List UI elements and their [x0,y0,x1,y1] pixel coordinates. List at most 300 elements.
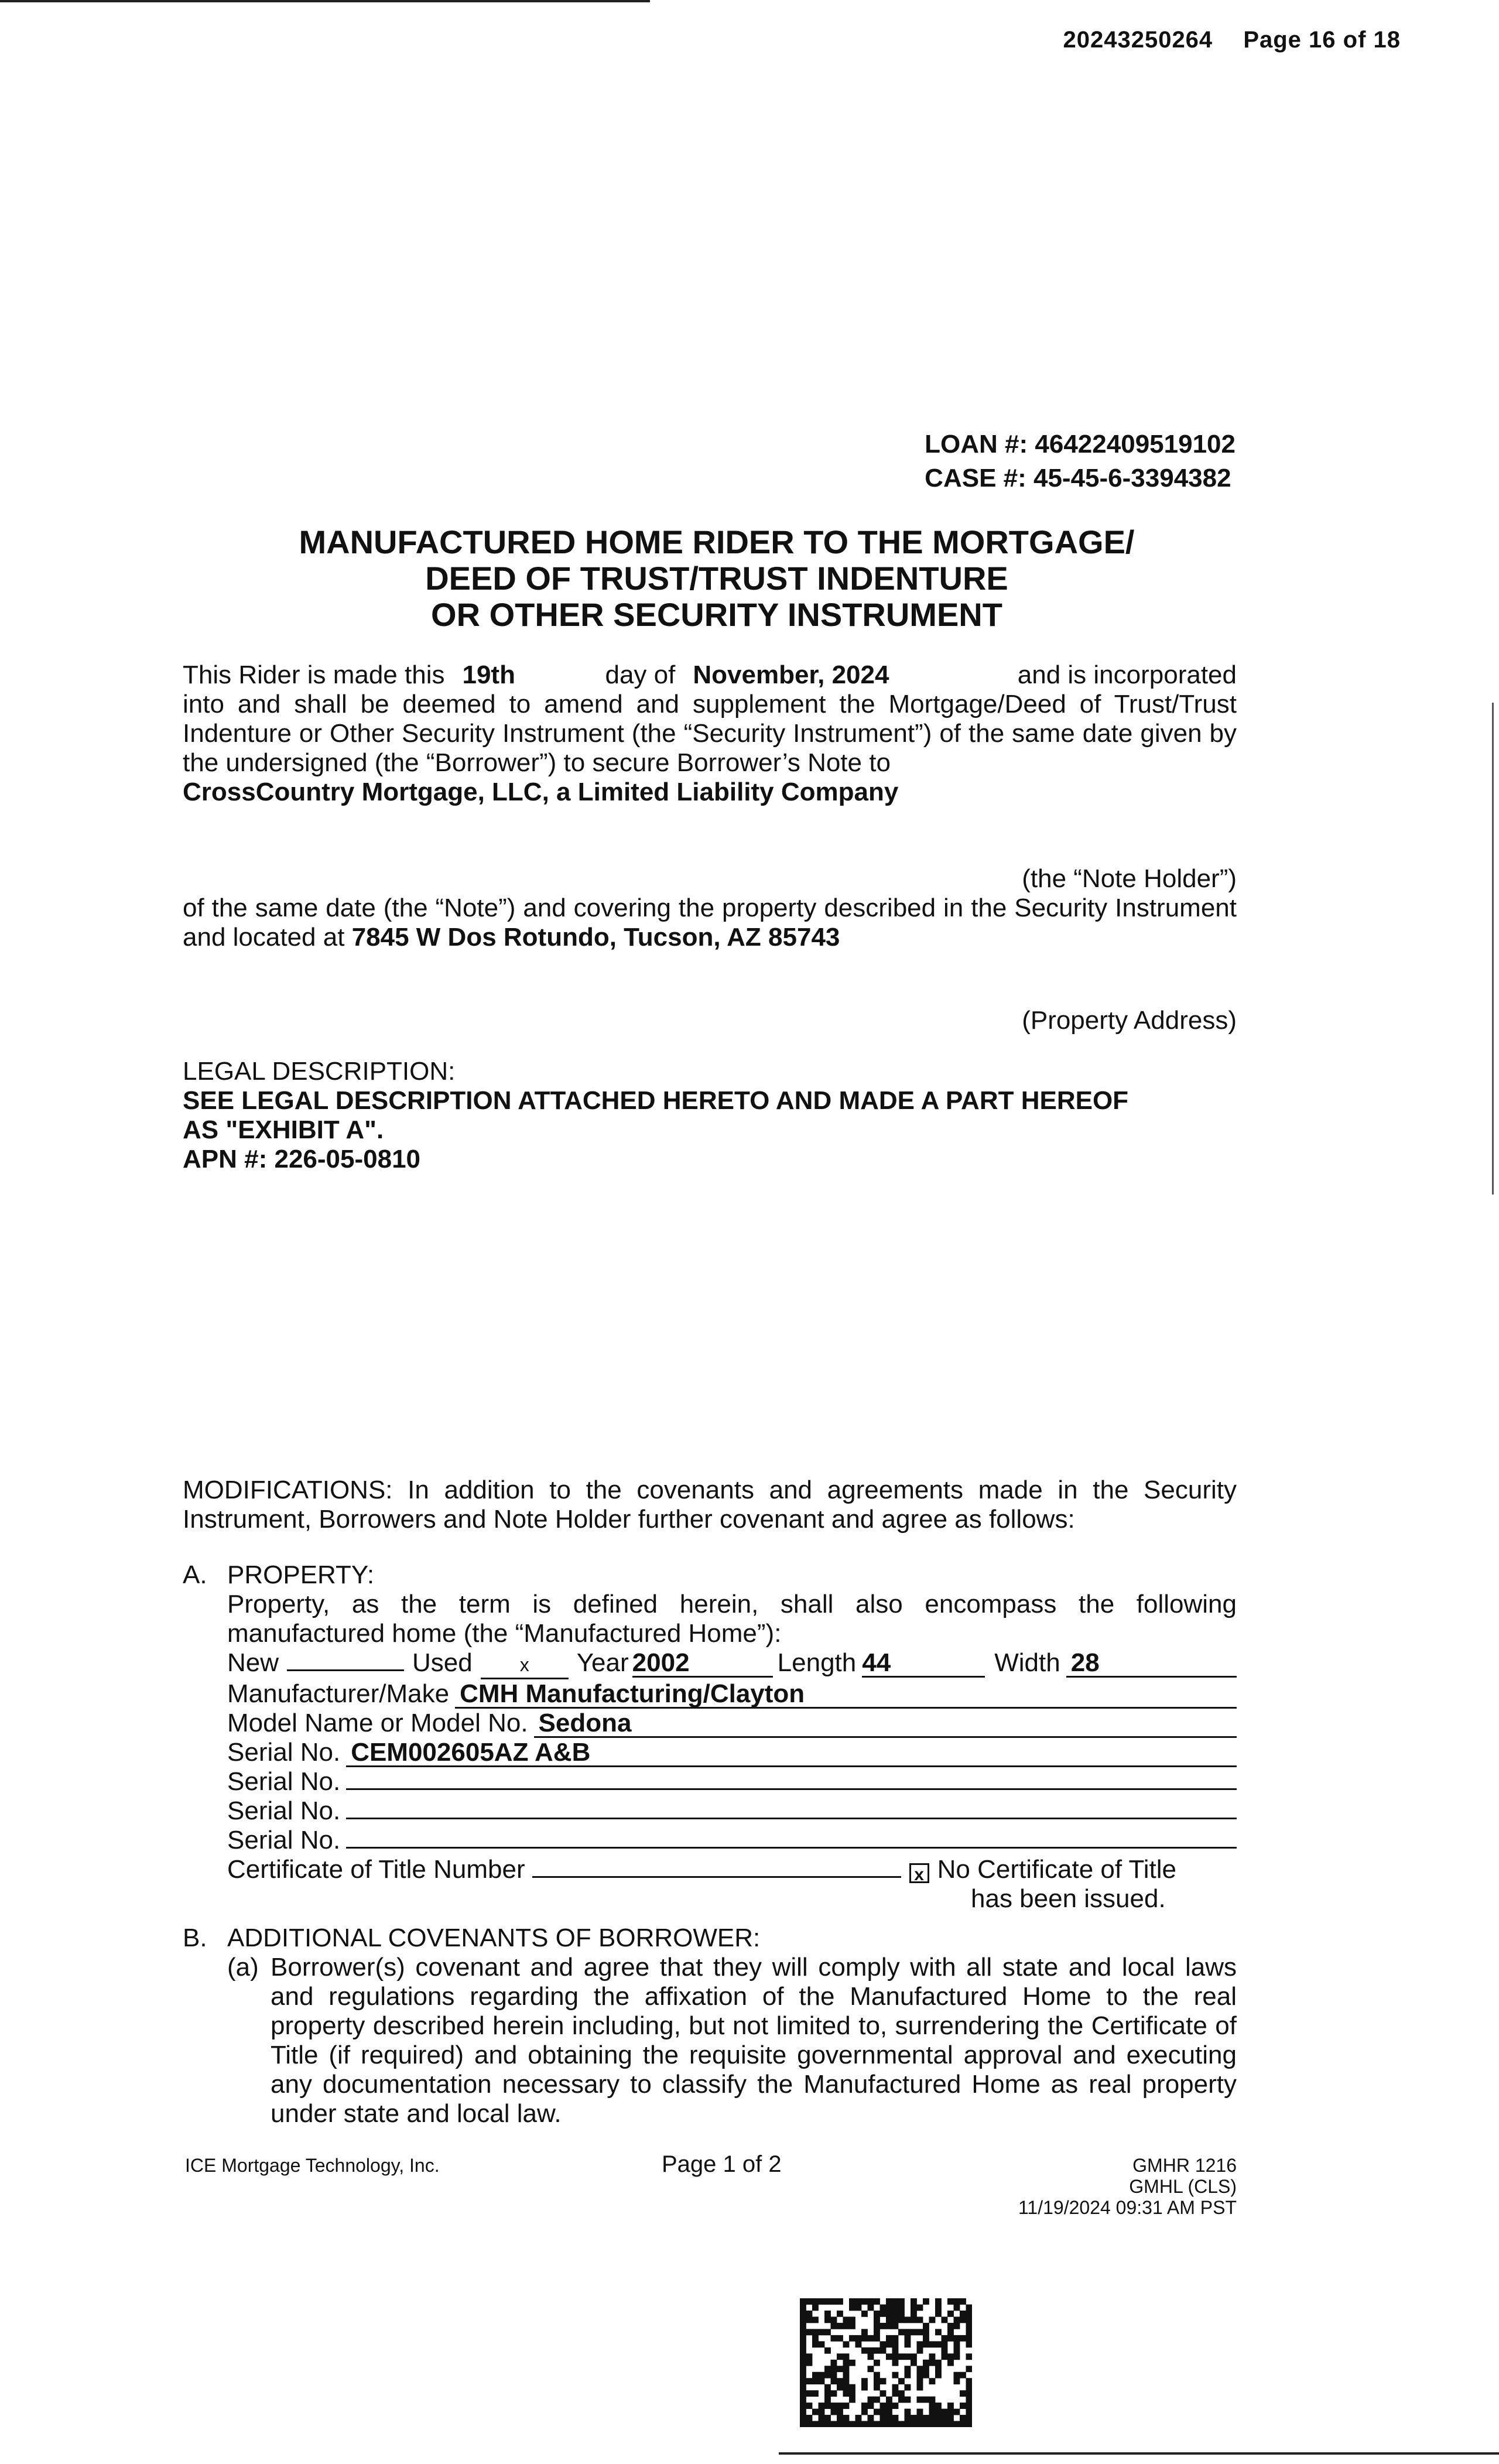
barcode-cell [935,2403,942,2409]
barcode-cell [917,2304,923,2311]
legal-heading: LEGAL DESCRIPTION: [183,1057,456,1086]
barcode-cell [898,2378,905,2384]
barcode-cell [966,2421,973,2427]
barcode-cell [837,2384,843,2391]
barcode-cell [917,2378,923,2384]
barcode-cell [843,2323,850,2329]
barcode-cell [837,2335,843,2342]
barcode-cell [898,2316,905,2323]
barcode-cell [942,2347,948,2354]
barcode-cell [935,2409,942,2415]
barcode-cell [831,2403,837,2409]
barcode-cell [929,2316,936,2323]
barcode-cell [905,2415,911,2421]
model-field: Sedona [534,1710,1237,1738]
year-label: Year [576,1648,629,1677]
legal-line-2: AS "EXHIBIT A". [183,1115,384,1144]
barcode-cell [905,2335,911,2342]
barcode-cell [898,2353,905,2360]
barcode-cell [947,2329,954,2335]
barcode-cell [868,2403,874,2409]
barcode-cell [837,2415,843,2421]
barcode-cell [824,2298,831,2305]
footer-form-info [1018,2155,1237,2218]
barcode-cell [806,2360,813,2366]
serial-label-3: Serial No. [227,1796,341,1825]
barcode-cell [966,2384,973,2391]
model-label: Model Name or Model No. [227,1709,528,1737]
barcode-cell [905,2353,911,2360]
barcode-cell [824,2403,831,2409]
barcode-cell [831,2360,837,2366]
barcode-cell [935,2372,942,2379]
certificate-field [532,1876,901,1878]
no-certificate-line-1: No Certificate of Title [937,1855,1176,1884]
barcode-cell [880,2378,887,2384]
barcode-cell [966,2378,973,2384]
barcode-cell [806,2415,813,2421]
barcode-cell [942,2353,948,2360]
barcode-cell [868,2415,874,2421]
barcode-cell [960,2316,966,2323]
barcode-cell [960,2372,966,2379]
barcode-cell [800,2421,806,2427]
barcode-cell [911,2415,917,2421]
page-number: Page 16 of 18 [1243,27,1401,53]
barcode-cell [954,2409,960,2415]
barcode-cell [905,2316,911,2323]
new-label: New [227,1648,279,1677]
barcode-cell [806,2421,813,2427]
barcode-cell [960,2403,966,2409]
modifications-paragraph: MODIFICATIONS: In addition to the covenants and agreements made in the Security Instrument, Borrowers and Note Holder further covenant and agree as follows: [183,1476,1237,1534]
intro-day-value: 19th [462,661,515,689]
barcode-cell [886,2409,892,2415]
serial-label-2: Serial No. [227,1767,341,1796]
barcode-cell [831,2366,837,2372]
barcode-cell [874,2421,880,2427]
barcode-cell [942,2409,948,2415]
barcode-cell [954,2378,960,2384]
barcode-cell [966,2403,973,2409]
barcode-cell [935,2304,942,2311]
barcode-cell [886,2323,892,2329]
barcode-cell [861,2335,868,2342]
barcode-cell [947,2335,954,2342]
barcode-cell [819,2298,825,2305]
barcode-cell [942,2415,948,2421]
barcode-cell [917,2372,923,2379]
barcode-cell [855,2298,862,2305]
barcode-cell [929,2353,936,2360]
barcode-cell [929,2360,936,2366]
barcode-cell [855,2335,862,2342]
barcode-cell [831,2335,837,2342]
barcode-cell [837,2421,843,2427]
barcode-cell [892,2421,899,2427]
barcode-cell [861,2347,868,2354]
section-a-heading: PROPERTY: [227,1560,375,1589]
barcode-cell [843,2415,850,2421]
property-address-label: (Property Address) [1022,1006,1237,1035]
barcode-cell [960,2335,966,2342]
loan-number: LOAN #: 46422409519102 [925,430,1236,458]
serial-row-1 [227,1738,1237,1767]
serial-label-4: Serial No. [227,1826,341,1854]
barcode-cell [947,2298,954,2305]
barcode-cell [954,2347,960,2354]
intro-body: into and shall be deemed to amend and supplement the Mortgage/Deed of Trust/Trust Indenture or Other Security Instrument (the “Security Instrument”) of the same date given by the undersigned (the “Borrower”) to secure Borrower’s Note to [183,690,1237,777]
barcode-cell [800,2390,806,2397]
width-field: 28 [1066,1650,1237,1678]
barcode-cell [905,2329,911,2335]
section-b-heading-row [183,1924,1237,1953]
barcode-cell [947,2421,954,2427]
barcode-cell [917,2366,923,2372]
barcode-cell [960,2311,966,2317]
barcode-cell [800,2329,806,2335]
barcode-cell [800,2347,806,2354]
barcode-cell [868,2335,874,2342]
barcode-cell [812,2316,819,2323]
barcode-cell [812,2329,819,2335]
barcode-cell [868,2366,874,2372]
barcode-cell [880,2323,887,2329]
serial-field-4 [346,1847,1237,1849]
barcode-cell [966,2415,973,2421]
barcode-cell [849,2323,855,2329]
serial-field-2 [346,1788,1237,1790]
title-line-1: MANUFACTURED HOME RIDER TO THE MORTGAGE/ [299,523,1135,560]
length-label: Length [777,1648,857,1677]
intro-first-line [183,661,1237,690]
barcode-cell [947,2311,954,2317]
barcode-cell [874,2316,880,2323]
covering-text: of the same date (the “Note”) and covering the property described in the Security Instrument and located at [183,894,1237,952]
barcode-cell [960,2421,966,2427]
intro-covering-text [183,894,1237,952]
barcode-cell [905,2372,911,2379]
barcode-cell [824,2415,831,2421]
barcode-cell [868,2304,874,2311]
barcode-cell [806,2298,813,2305]
barcode-cell [947,2323,954,2329]
barcode-cell [947,2415,954,2421]
barcode-cell [947,2403,954,2409]
barcode-cell [837,2403,843,2409]
barcode-cell [849,2304,855,2311]
no-certificate-checkbox: x [909,1863,929,1883]
note-holder-label: (the “Note Holder”) [1022,864,1237,893]
barcode-cell [917,2329,923,2335]
barcode-cell [800,2378,806,2384]
barcode-cell [954,2323,960,2329]
width-label: Width [994,1648,1060,1677]
barcode-cell [911,2311,917,2317]
barcode-cell [831,2390,837,2397]
section-b-heading: ADDITIONAL COVENANTS OF BORROWER: [227,1924,761,1952]
barcode-cell [812,2335,819,2342]
barcode-cell [800,2360,806,2366]
barcode-cell [874,2378,880,2384]
barcode-cell [806,2311,813,2317]
barcode-cell [806,2378,813,2384]
barcode-cell [935,2366,942,2372]
barcode-cell [911,2329,917,2335]
barcode-cell [935,2341,942,2347]
barcode-cell [880,2311,887,2317]
barcode-cell [898,2329,905,2335]
barcode-cell [892,2415,899,2421]
barcode-cell [929,2421,936,2427]
barcode-cell [923,2329,929,2335]
barcode-cell [880,2390,887,2397]
barcode-cell [824,2366,831,2372]
barcode-cell [800,2403,806,2409]
scan-top-edge-line [0,0,650,2]
barcode-cell [898,2304,905,2311]
barcode-cell [911,2316,917,2323]
barcode-cell [935,2329,942,2335]
barcode-cell [824,2372,831,2379]
barcode-cell [905,2409,911,2415]
barcode-cell [861,2421,868,2427]
barcode-cell [898,2421,905,2427]
barcode-cell [966,2323,973,2329]
barcode-cell [843,2384,850,2391]
manufacturer-row [227,1679,1237,1709]
barcode-cell [923,2397,929,2403]
barcode-cell [923,2366,929,2372]
barcode-cell [812,2372,819,2379]
barcode-cell [819,2341,825,2347]
barcode-cell [824,2397,831,2403]
barcode-cell [935,2415,942,2421]
loan-case-block [925,427,1236,495]
document-title [0,524,1433,633]
barcode-cell [892,2372,899,2379]
section-a-label: A. [183,1560,207,1589]
intro-day-of: day of [605,661,676,689]
barcode-cell [849,2390,855,2397]
barcode-cell [824,2329,831,2335]
footer-company: ICE Mortgage Technology, Inc. [185,2155,440,2176]
barcode-cell [880,2347,887,2354]
barcode-cell [892,2298,899,2305]
barcode-cell [843,2360,850,2366]
barcode-cell [843,2341,850,2347]
barcode-cell [800,2323,806,2329]
barcode-cell [960,2298,966,2305]
barcode-cell [843,2316,850,2323]
barcode-cell [855,2421,862,2427]
barcode-cell [861,2403,868,2409]
barcode-image [800,2298,972,2427]
barcode-cell [861,2298,868,2305]
barcode-cell [886,2335,892,2342]
barcode-cell [800,2304,806,2311]
barcode-cell [806,2390,813,2397]
barcode-cell [929,2415,936,2421]
barcode-cell [819,2329,825,2335]
footer-form-sub: GMHL (CLS) [1129,2176,1237,2197]
barcode-cell [800,2409,806,2415]
certificate-label: Certificate of Title Number [227,1855,525,1884]
barcode-cell [880,2415,887,2421]
barcode-cell [954,2335,960,2342]
barcode-cell [843,2372,850,2379]
covenant-item-a-label: (a) [227,1953,259,1982]
footer-form-code: GMHR 1216 [1132,2155,1237,2176]
barcode-cell [911,2298,917,2305]
barcode-cell [892,2341,899,2347]
barcode-cell [868,2397,874,2403]
barcode-cell [849,2335,855,2342]
barcode-cell [831,2316,837,2323]
barcode-cell [966,2353,973,2360]
barcode-cell [819,2403,825,2409]
barcode-cell [837,2298,843,2305]
no-certificate-line-2: has been issued. [971,1884,1166,1913]
barcode-cell [868,2353,874,2360]
barcode-cell [935,2311,942,2317]
barcode-cell [947,2353,954,2360]
barcode-cell [905,2384,911,2391]
barcode-cell [806,2329,813,2335]
legal-description [183,1057,1237,1174]
barcode-cell [960,2390,966,2397]
barcode-cell [966,2397,973,2403]
barcode-cell [843,2366,850,2372]
barcode-cell [966,2390,973,2397]
barcode-cell [837,2353,843,2360]
barcode-cell [917,2415,923,2421]
intro-made-this: This Rider is made this [183,661,445,689]
barcode-cell [886,2298,892,2305]
document-number: 20243250264 [1063,27,1213,53]
barcode-cell [966,2316,973,2323]
barcode-cell [905,2397,911,2403]
used-label: Used [412,1648,473,1677]
intro-month-value: November, 2024 [693,661,889,689]
barcode-cell [855,2415,862,2421]
barcode-cell [923,2323,929,2329]
no-certificate-option [909,1855,1176,1884]
barcode-cell [812,2409,819,2415]
barcode-cell [917,2409,923,2415]
barcode-cell [880,2421,887,2427]
barcode-cell [917,2397,923,2403]
barcode-cell [886,2421,892,2427]
barcode-cell [824,2316,831,2323]
barcode-cell [800,2372,806,2379]
barcode-cell [824,2384,831,2391]
barcode-cell [843,2390,850,2397]
manufacturer-field: CMH Manufacturing/Clayton [455,1681,1237,1709]
section-a-body [227,1590,1237,1914]
barcode-cell [806,2316,813,2323]
barcode-cell [942,2335,948,2342]
barcode-cell [892,2316,899,2323]
barcode-cell [855,2341,862,2347]
barcode-cell [892,2304,899,2311]
barcode-cell [905,2421,911,2427]
barcode-cell [874,2298,880,2305]
section-a-intro: Property, as the term is defined herein, shall also encompass the following manufactured home (the “Manufactured Home”): [227,1590,1237,1648]
barcode-cell [812,2390,819,2397]
barcode-cell [892,2323,899,2329]
barcode-cell [898,2390,905,2397]
barcode-cell [806,2353,813,2360]
barcode-cell [898,2298,905,2305]
scan-bottom-edge-line [779,2452,1499,2455]
serial-field-1: CEM002605AZ A&B [346,1740,1237,1767]
barcode-cell [886,2341,892,2347]
barcode-cell [880,2341,887,2347]
barcode-cell [954,2421,960,2427]
barcode-cell [892,2353,899,2360]
barcode-cell [874,2360,880,2366]
barcode-cell [800,2366,806,2372]
barcode-cell [880,2409,887,2415]
barcode-cell [800,2298,806,2305]
barcode-cell [954,2341,960,2347]
barcode-cell [861,2329,868,2335]
barcode-cell [892,2311,899,2317]
legal-line-1: SEE LEGAL DESCRIPTION ATTACHED HERETO AND MADE A PART HEREOF [183,1086,1129,1115]
barcode-cell [819,2409,825,2415]
serial-label-1: Serial No. [227,1738,341,1767]
barcode-cell [812,2378,819,2384]
barcode-cell [923,2335,929,2342]
barcode-cell [935,2298,942,2305]
barcode-cell [800,2353,806,2360]
barcode-cell [819,2378,825,2384]
barcode-cell [966,2304,973,2311]
barcode-cell [966,2335,973,2342]
barcode-cell [812,2421,819,2427]
footer-page: Page 1 of 2 [662,2151,782,2177]
barcode-cell [954,2316,960,2323]
footer-timestamp: 11/19/2024 09:31 AM PST [1018,2197,1237,2218]
barcode-cell [800,2341,806,2347]
barcode-cell [954,2353,960,2360]
barcode-cell [861,2378,868,2384]
barcode-cell [886,2353,892,2360]
barcode-cell [874,2335,880,2342]
barcode-cell [892,2360,899,2366]
new-field [287,1669,404,1671]
scan-right-edge-line [1492,703,1494,1195]
barcode-cell [819,2415,825,2421]
barcode-cell [849,2316,855,2323]
section-b-covenants [183,1924,1237,2128]
barcode-cell [923,2415,929,2421]
barcode-cell [831,2378,837,2384]
barcode-cell [917,2421,923,2427]
barcode-cell [843,2353,850,2360]
barcode-cell [923,2341,929,2347]
barcode-cell [966,2341,973,2347]
barcode-cell [800,2397,806,2403]
barcode-cell [812,2304,819,2311]
length-field: 44 [862,1650,985,1678]
barcode-cell [886,2304,892,2311]
intro-incorporated: and is incorporated [1017,661,1237,689]
barcode-cell [874,2384,880,2391]
barcode-cell [929,2403,936,2409]
barcode-cell [868,2421,874,2427]
